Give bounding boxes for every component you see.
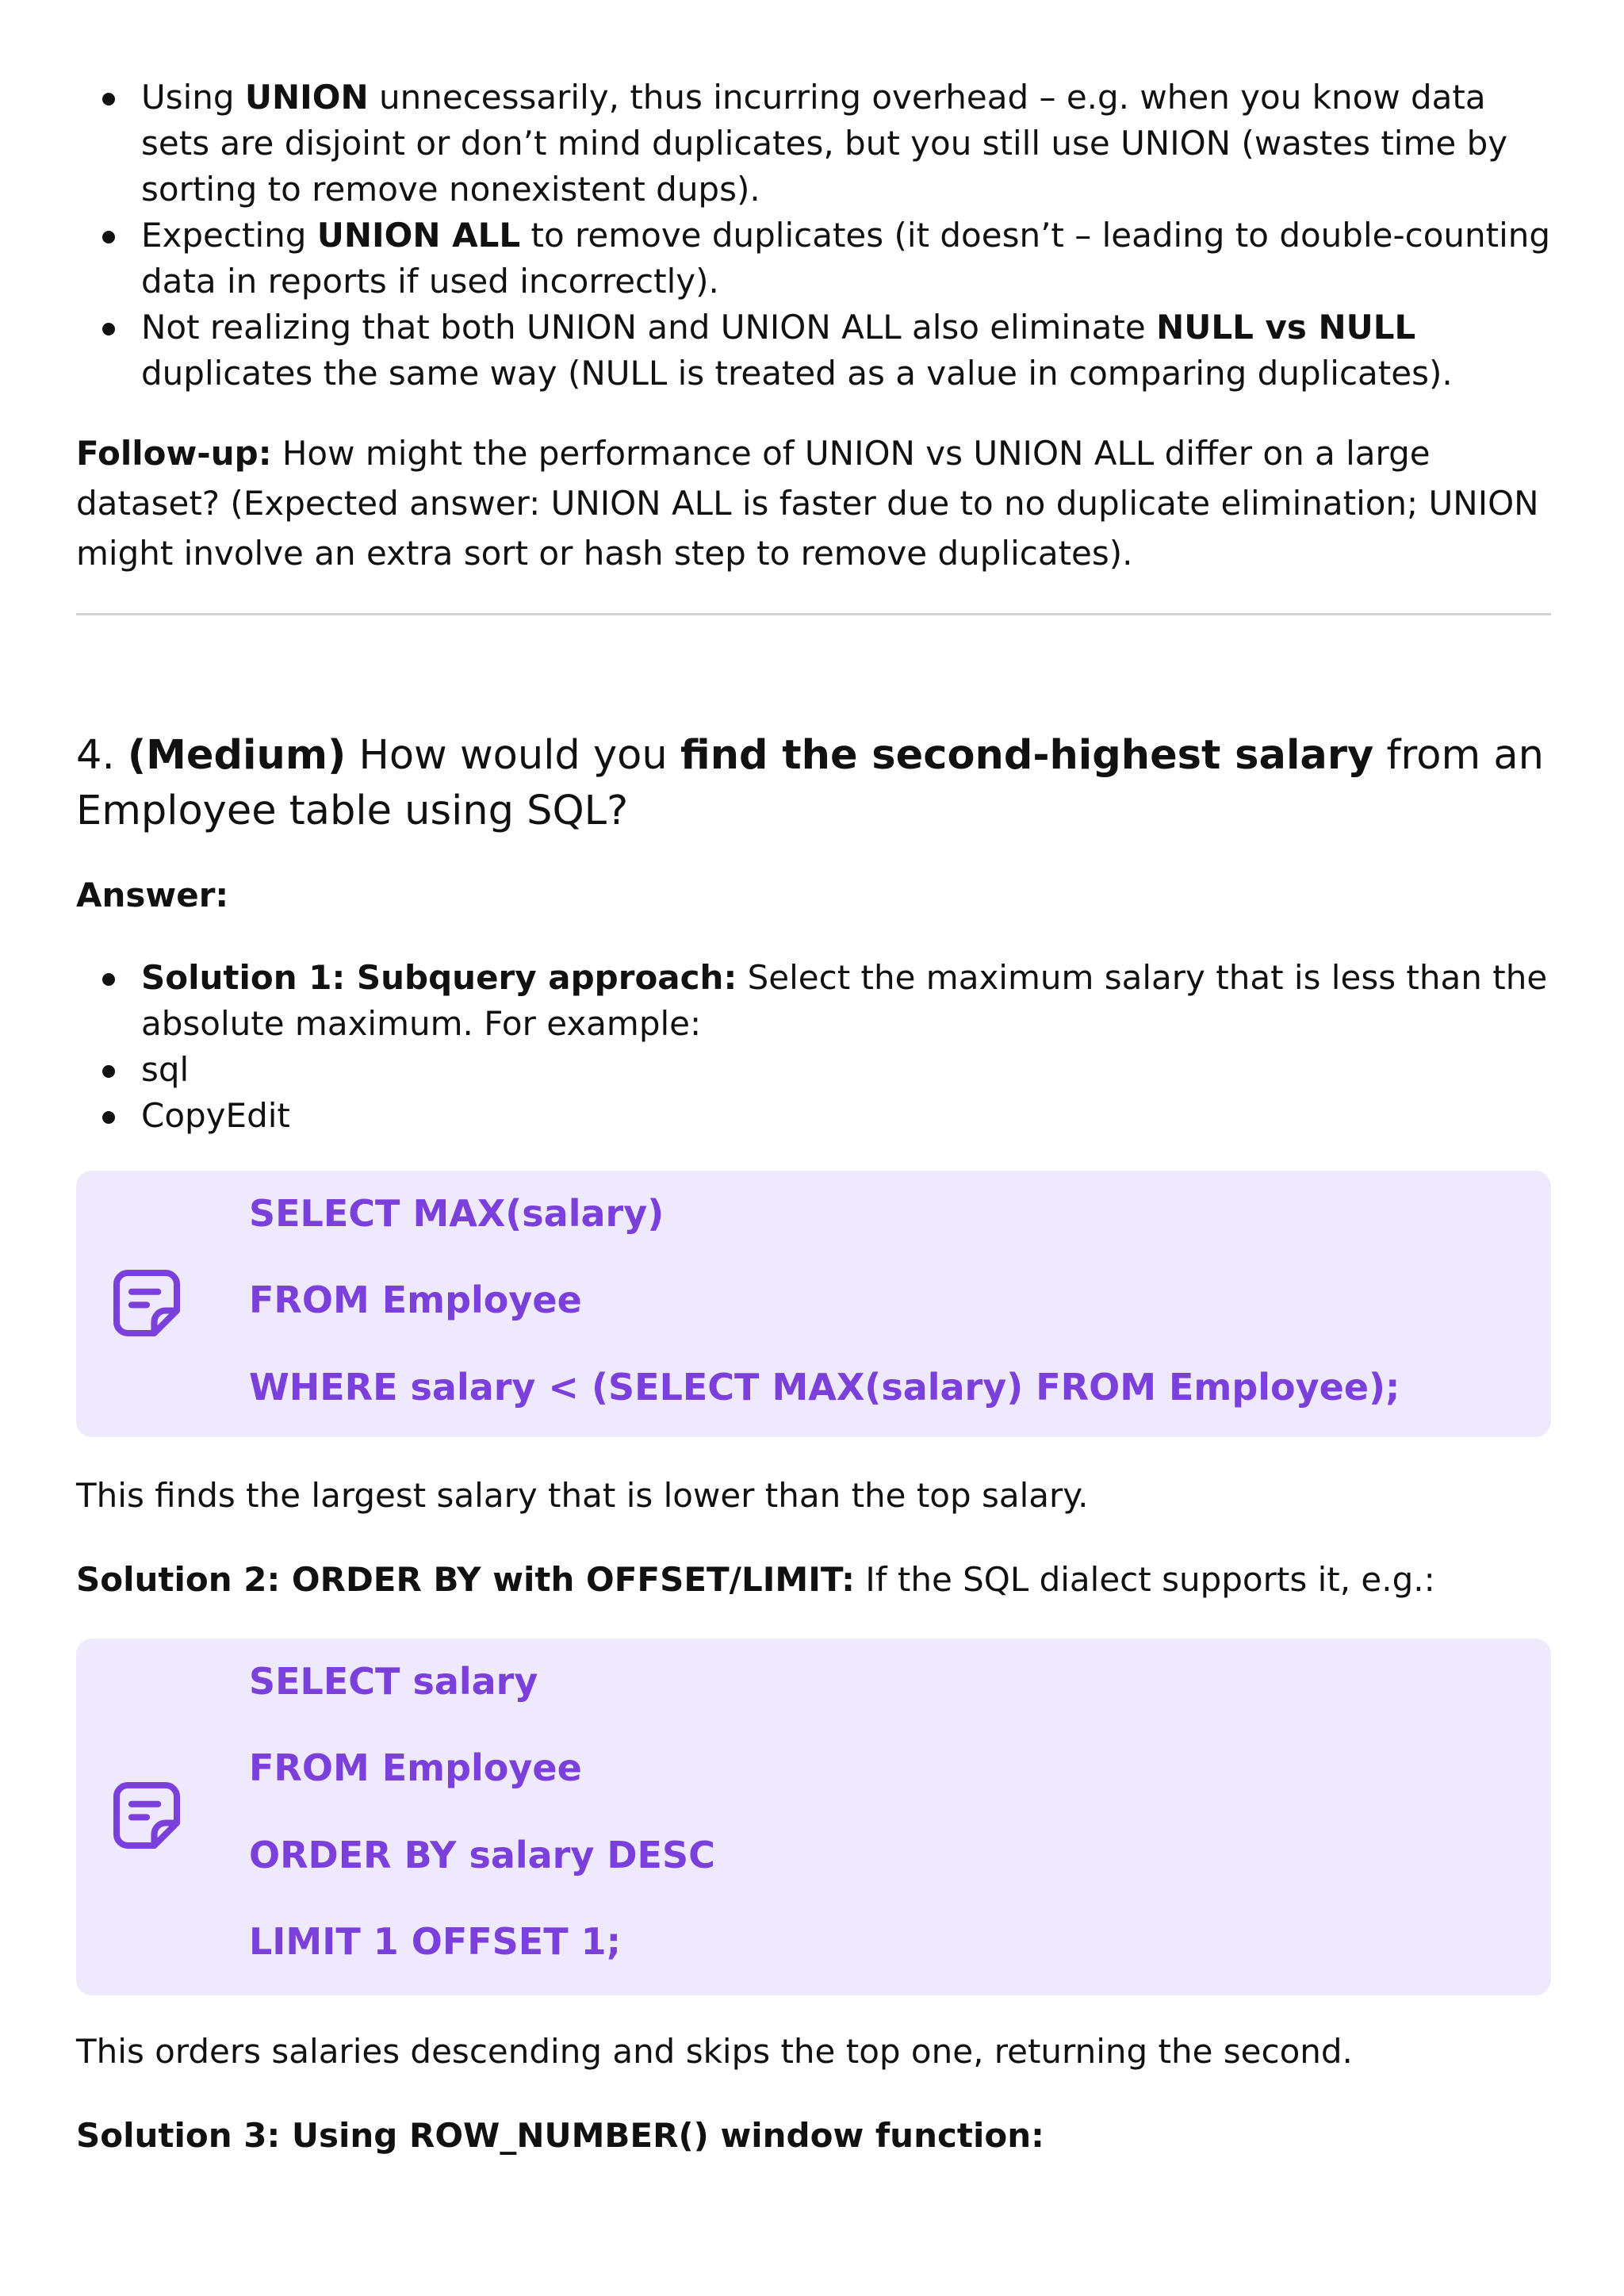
solution2-paragraph: Solution 2: ORDER BY with OFFSET/LIMIT: If the SQL dialect supports it, e.g.: xyxy=(76,1560,1435,1599)
bullet-icon xyxy=(102,93,115,105)
code-line: FROM Employee xyxy=(249,1278,582,1321)
pitfall-item: Expecting UNION ALL to remove duplicates (it doesn’t – leading to double-counting data in reports if used incorrectly). xyxy=(76,213,1551,305)
follow-up-paragraph: Follow-up: How might the performance of UNION vs UNION ALL differ on a large dataset? (Expected answer: UNION ALL is faster due to no duplicate elimination; UNION might involve an extra sort or hash step to remove duplicates). xyxy=(76,434,1539,573)
code-line: WHERE salary < (SELECT MAX(salary) FROM Employee); xyxy=(249,1366,1400,1409)
code-line: FROM Employee xyxy=(249,1746,582,1789)
bullet-icon xyxy=(102,231,115,243)
solution2-note: This orders salaries descending and skips the top one, returning the second. xyxy=(76,2032,1353,2071)
code-block-subquery xyxy=(76,1171,1551,1437)
question-heading: 4. (Medium) How would you find the second-highest salary from an Employee table using SQL? xyxy=(76,732,1544,834)
code-block-offset-limit xyxy=(76,1639,1551,1995)
bullet-icon xyxy=(102,1065,115,1078)
note-icon xyxy=(102,1258,192,1348)
bullet-icon xyxy=(102,323,115,335)
code-line: SELECT MAX(salary) xyxy=(249,1192,665,1235)
pitfalls-list xyxy=(76,75,1551,397)
solution-list xyxy=(76,955,1551,1139)
code-line: ORDER BY salary DESC xyxy=(249,1834,715,1876)
code-line: LIMIT 1 OFFSET 1; xyxy=(249,1920,622,1963)
solution-item: CopyEdit xyxy=(76,1093,1551,1139)
pitfall-item: Not realizing that both UNION and UNION ALL also eliminate NULL vs NULL duplicates the same way (NULL is treated as a value in comparing duplicates). xyxy=(76,305,1551,397)
bullet-icon xyxy=(102,1111,115,1124)
solution3-label: Solution 3: Using ROW_NUMBER() window function: xyxy=(76,2116,1044,2155)
pitfall-item: Using UNION unnecessarily, thus incurring overhead – e.g. when you know data sets are disjoint or don’t mind duplicates, but you still use UNION (wastes time by sorting to remove nonexistent dups). xyxy=(76,75,1551,213)
solution-item: sql xyxy=(76,1047,1551,1093)
code-line: SELECT salary xyxy=(249,1660,538,1703)
follow-up-label: Follow-up: xyxy=(76,434,272,473)
answer-label: Answer: xyxy=(76,876,229,914)
solution1-note: This finds the largest salary that is lower than the top salary. xyxy=(76,1476,1089,1515)
solution-item: Solution 1: Subquery approach: Select the maximum salary that is less than the absolute maximum. For example: xyxy=(76,955,1551,1047)
section-divider xyxy=(76,613,1551,615)
note-icon xyxy=(102,1770,192,1861)
bullet-icon xyxy=(102,973,115,986)
